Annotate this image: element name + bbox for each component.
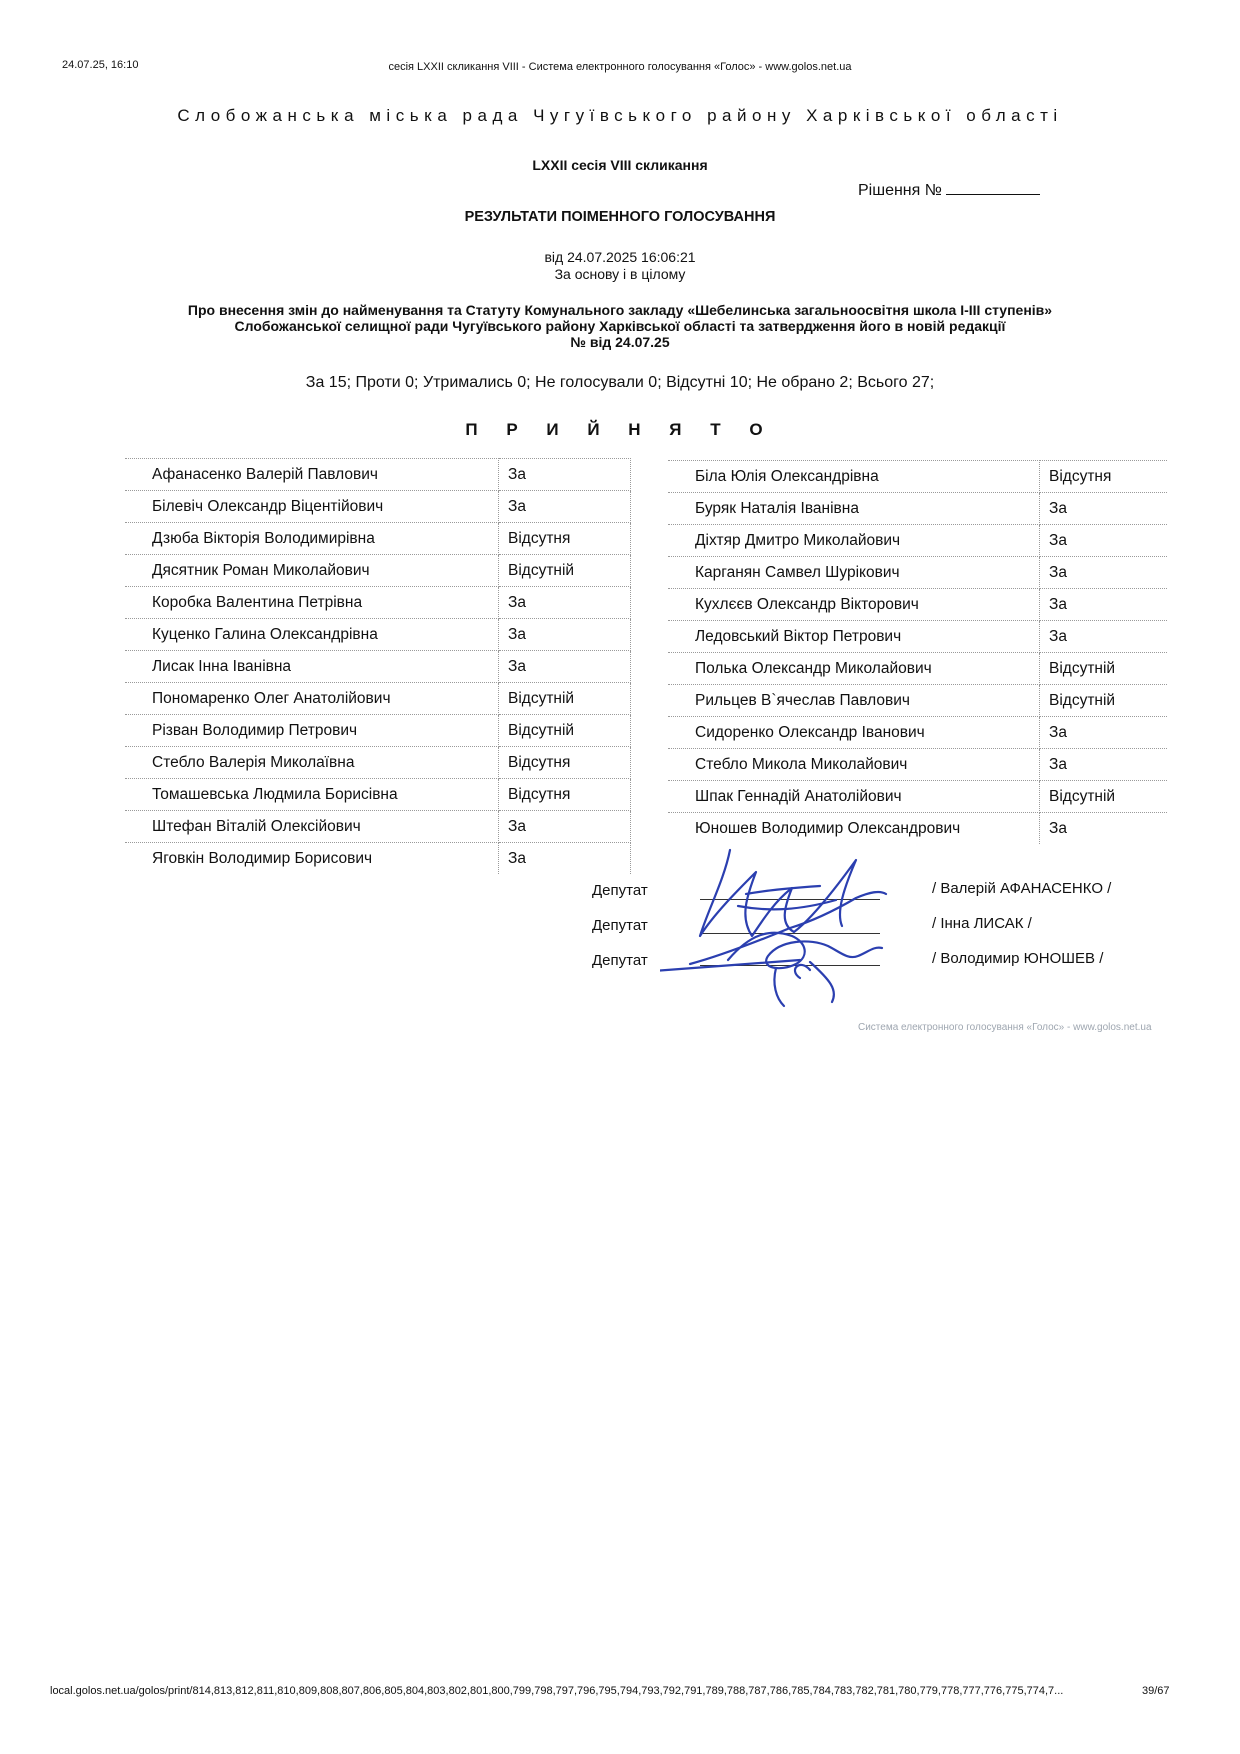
vote-row bbox=[668, 557, 1167, 589]
print-header-title: сесія LXXII скликання VIII - Система електронного голосування «Голос» - www.golos.net.ua bbox=[388, 61, 852, 73]
deputy-vote: За bbox=[1040, 749, 1168, 781]
deputy-vote: За bbox=[499, 459, 631, 491]
deputy-name: Полька Олександр Миколайович bbox=[668, 653, 1040, 685]
signature-name: / Інна ЛИСАК / bbox=[932, 915, 1032, 932]
vote-row bbox=[668, 685, 1167, 717]
page-number: 39/67 bbox=[1142, 1685, 1170, 1697]
vote-row bbox=[125, 683, 631, 715]
vote-summary: За 15; Проти 0; Утримались 0; Не голосували 0; Відсутні 10; Не обрано 2; Всього 27; bbox=[305, 374, 935, 391]
deputy-vote: За bbox=[1040, 557, 1168, 589]
deputy-name: Кухлєєв Олександр Вікторович bbox=[668, 589, 1040, 621]
deputy-name: Стебло Валерія Миколаївна bbox=[125, 747, 499, 779]
vote-row bbox=[125, 651, 631, 683]
decision-label: Рішення № bbox=[858, 182, 942, 199]
deputy-vote: Відсутня bbox=[499, 747, 631, 779]
footer-watermark: Система електронного голосування «Голос» - www.golos.net.ua bbox=[858, 1022, 1152, 1033]
deputy-name: Шпак Геннадій Анатолійович bbox=[668, 781, 1040, 813]
vote-row bbox=[668, 781, 1167, 813]
deputy-name: Рильцев В`ячеслав Павлович bbox=[668, 685, 1040, 717]
deputy-vote: Відсутній bbox=[499, 683, 631, 715]
deputy-vote: За bbox=[1040, 493, 1168, 525]
signature-name: / Володимир ЮНОШЕВ / bbox=[932, 950, 1104, 967]
deputy-vote: За bbox=[499, 619, 631, 651]
deputy-name: Юношев Володимир Олександрович bbox=[668, 813, 1040, 845]
deputy-vote: Відсутня bbox=[1040, 461, 1168, 493]
deputy-name: Пономаренко Олег Анатолійович bbox=[125, 683, 499, 715]
decision-number-blank bbox=[946, 180, 1040, 195]
deputy-name: Стебло Микола Миколайович bbox=[668, 749, 1040, 781]
signature-label: Депутат bbox=[592, 917, 648, 934]
deputy-name: Дясятник Роман Миколайович bbox=[125, 555, 499, 587]
vote-row bbox=[668, 525, 1167, 557]
council-name: Слобожанська міська рада Чугуївського району Харківської області bbox=[177, 106, 1063, 125]
deputy-vote: За bbox=[499, 651, 631, 683]
vote-row bbox=[668, 653, 1167, 685]
vote-row bbox=[668, 749, 1167, 781]
deputy-vote: Відсутня bbox=[499, 523, 631, 555]
deputy-vote: Відсутній bbox=[499, 555, 631, 587]
deputy-name: Штефан Віталій Олексійович bbox=[125, 811, 499, 843]
vote-row bbox=[125, 715, 631, 747]
vote-row bbox=[668, 493, 1167, 525]
vote-row bbox=[125, 811, 631, 843]
decision-subject bbox=[100, 302, 1140, 350]
vote-row bbox=[668, 621, 1167, 653]
deputy-vote: За bbox=[1049, 819, 1067, 837]
deputy-vote: Відсутня bbox=[499, 779, 631, 811]
deputy-vote: За bbox=[499, 843, 631, 875]
deputy-name: Білевіч Олександр Віцентійович bbox=[125, 491, 499, 523]
deputy-name: Біла Юлія Олександрівна bbox=[668, 461, 1040, 493]
deputy-name: Сидоренко Олександр Іванович bbox=[668, 717, 1040, 749]
vote-row bbox=[125, 491, 631, 523]
signature-label: Депутат bbox=[592, 882, 648, 899]
vote-basis: За основу і в цілому bbox=[554, 266, 686, 282]
vote-row bbox=[125, 555, 631, 587]
deputy-name: Коробка Валентина Петрівна bbox=[125, 587, 499, 619]
deputy-vote: Відсутній bbox=[1040, 685, 1168, 717]
deputy-vote: За bbox=[1040, 621, 1168, 653]
deputy-name: Різван Володимир Петрович bbox=[125, 715, 499, 747]
deputy-vote: Відсутній bbox=[499, 715, 631, 747]
footer-print-url: local.golos.net.ua/golos/print/814,813,812,811,810,809,808,807,806,805,804,803,802,801,800,799,798,797,796,795,794,793,792,791,789,788,787,786,785,784,783,782,781,780,779,778,777,776,775,774,7... bbox=[50, 1685, 1064, 1697]
vote-row bbox=[668, 589, 1167, 621]
deputy-name: Афанасенко Валерій Павлович bbox=[125, 459, 499, 491]
deputy-name: Яговкін Володимир Борисович bbox=[125, 843, 499, 875]
vote-row bbox=[125, 843, 631, 875]
deputy-name: Карганян Самвел Шурікович bbox=[668, 557, 1040, 589]
votes-table-left bbox=[125, 458, 631, 874]
signature-label: Депутат bbox=[592, 952, 648, 969]
deputy-name: Ледовський Віктор Петрович bbox=[668, 621, 1040, 653]
print-datetime: 24.07.25, 16:10 bbox=[62, 59, 139, 71]
session-title: LXXII сесія VIII скликання bbox=[532, 157, 708, 173]
deputy-vote: За bbox=[499, 811, 631, 843]
deputy-name: Томашевська Людмила Борисівна bbox=[125, 779, 499, 811]
decision-number bbox=[858, 180, 1040, 200]
subject-line-2: Слобожанської селищної ради Чугуївського району Харківської області та затвердження його в новій редакції bbox=[234, 318, 1006, 334]
vote-row bbox=[125, 523, 631, 555]
deputy-vote: За bbox=[1040, 589, 1168, 621]
vote-row bbox=[668, 461, 1167, 493]
deputy-vote: Відсутній bbox=[1040, 781, 1168, 813]
vote-row bbox=[125, 619, 631, 651]
vote-datetime: від 24.07.2025 16:06:21 bbox=[544, 249, 696, 265]
deputy-vote: За bbox=[1040, 717, 1168, 749]
results-title: РЕЗУЛЬТАТИ ПОІМЕННОГО ГОЛОСУВАННЯ bbox=[464, 209, 776, 225]
vote-row bbox=[125, 459, 631, 491]
deputy-name: Дзюба Вікторія Володимирівна bbox=[125, 523, 499, 555]
handwritten-signatures bbox=[660, 840, 930, 1010]
vote-row bbox=[125, 747, 631, 779]
subject-line-1: Про внесення змін до найменування та Статуту Комунального закладу «Шебелинська загальноосвітня школа І-ІІІ ступенів» bbox=[187, 302, 1053, 318]
deputy-vote: Відсутній bbox=[1040, 653, 1168, 685]
deputy-vote: За bbox=[499, 491, 631, 523]
deputy-name: Буряк Наталія Іванівна bbox=[668, 493, 1040, 525]
deputy-vote: За bbox=[1040, 525, 1168, 557]
subject-line-3: № від 24.07.25 bbox=[570, 334, 670, 350]
deputy-name: Куценко Галина Олександрівна bbox=[125, 619, 499, 651]
vote-row bbox=[125, 587, 631, 619]
deputy-name: Лисак Інна Іванівна bbox=[125, 651, 499, 683]
deputy-name: Діхтяр Дмитро Миколайович bbox=[668, 525, 1040, 557]
signature-name: / Валерій АФАНАСЕНКО / bbox=[932, 880, 1112, 897]
vote-row bbox=[668, 717, 1167, 749]
vote-row bbox=[125, 779, 631, 811]
deputy-vote: За bbox=[499, 587, 631, 619]
vote-result: П Р И Й Н Я Т О bbox=[465, 420, 775, 439]
votes-table-right bbox=[668, 460, 1167, 844]
